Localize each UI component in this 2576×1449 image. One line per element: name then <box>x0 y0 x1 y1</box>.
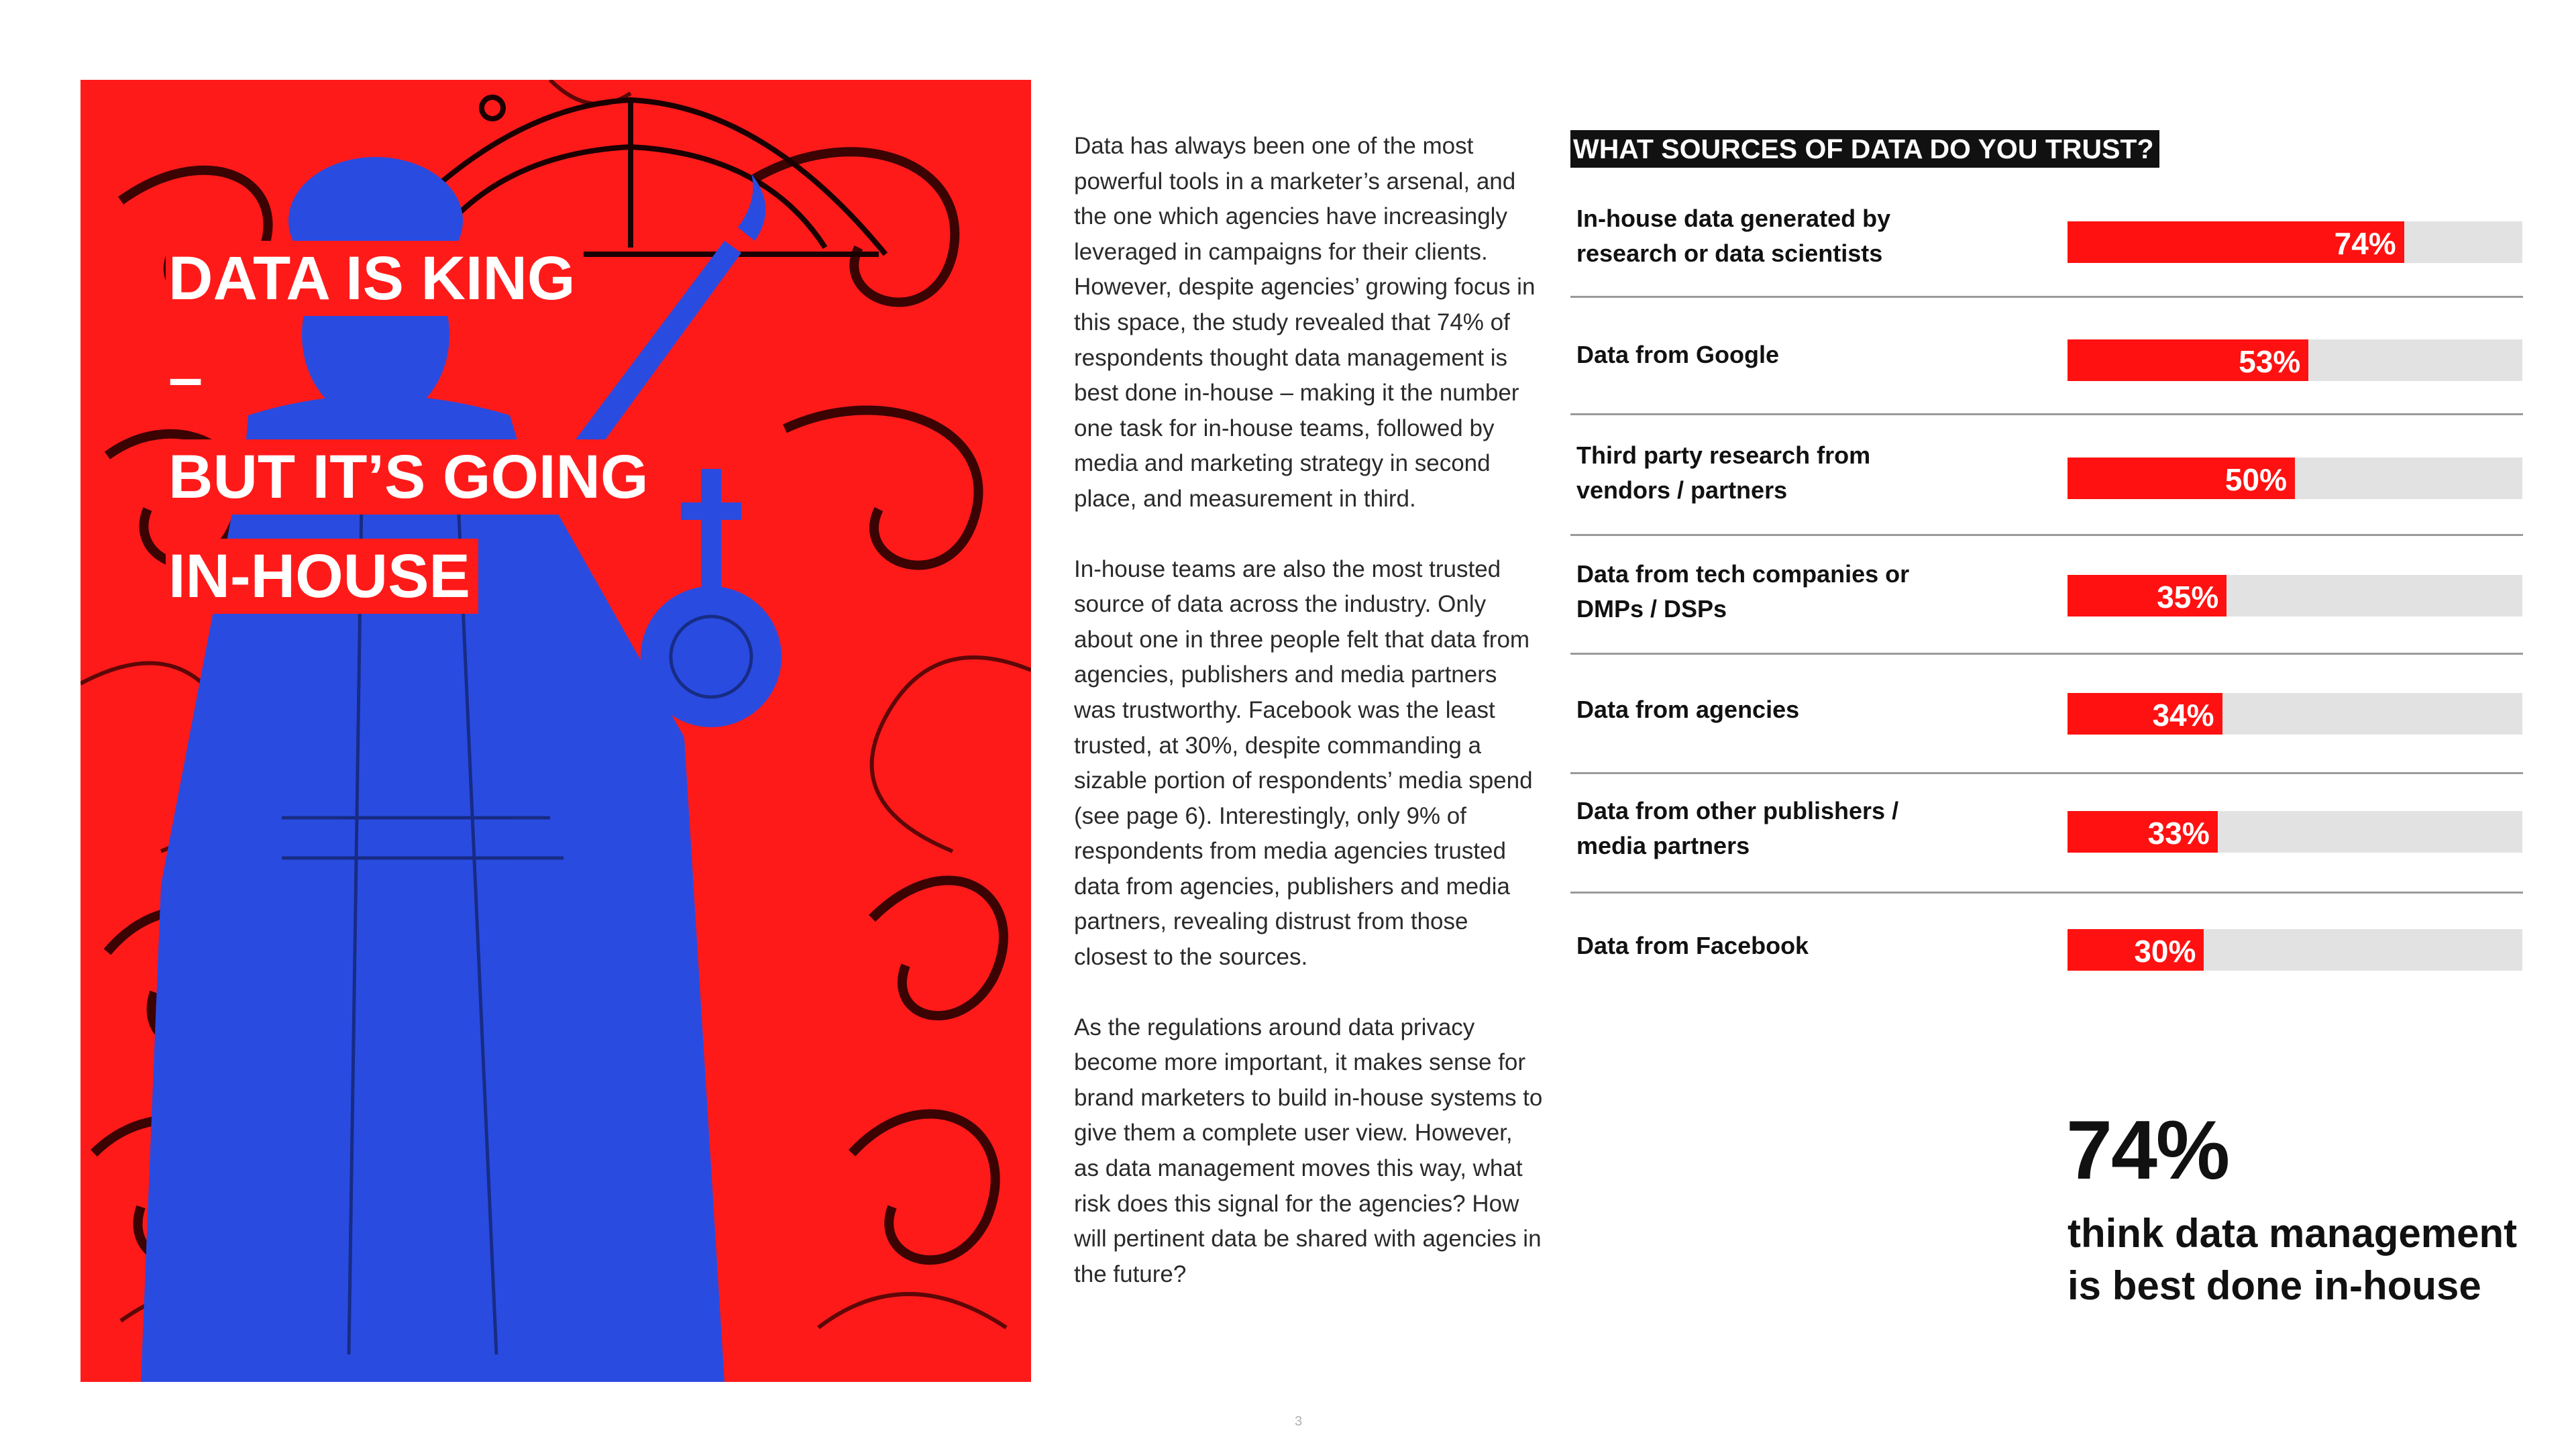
bar-track <box>2068 458 2522 499</box>
bar-category-label: In-house data generated by research or data scientists <box>1576 205 1891 267</box>
bar-track <box>2068 339 2522 381</box>
chart-divider <box>1570 892 2523 894</box>
bar-category-label: Data from other publishers / media partners <box>1576 797 1899 859</box>
bar-category-label: Data from Facebook <box>1576 932 1809 959</box>
bar-track <box>2068 811 2522 853</box>
bar-value-label: 35% <box>2157 580 2219 614</box>
bar-value-label: 34% <box>2152 698 2214 733</box>
bar-track <box>2068 221 2522 263</box>
headline-line-2: – <box>166 340 211 415</box>
chart-divider <box>1570 653 2523 655</box>
bar-category-label: Third party research from vendors / partners <box>1576 441 1871 504</box>
body-text <box>1074 129 1544 1327</box>
bar-category-label: Data from tech companies or DMPs / DSPs <box>1576 560 1910 623</box>
chart-title: WHAT SOURCES OF DATA DO YOU TRUST? <box>1570 130 2159 168</box>
hero-artwork <box>80 80 1031 1382</box>
body-paragraph-3: As the regulations around data privacy become more important, it makes sense for brand marketers to build in-house systems to give them a complete user view. However, as data management moves this way, what risk does this signal for the agencies? How will pertinent data be shared with agencies in the future? <box>1074 1014 1543 1287</box>
chart-divider <box>1570 296 2523 298</box>
chart-divider <box>1570 413 2523 415</box>
headline-line-3: BUT IT’S GOING <box>166 439 657 515</box>
body-paragraph-1: Data has always been one of the most powerful tools in a marketer’s arsenal, and the one which agencies have increasingly leveraged in campaigns for their clients. However, despite agencies’ growing focus in this space, the study revealed that 74% of respondents thought data management is best done in-house – making it the number one task for in-house teams, followed by media and marketing strategy in second place, and measurement in third. <box>1074 133 1536 512</box>
page-number: 3 <box>1295 1414 1303 1429</box>
bar-track <box>2068 575 2522 616</box>
bar-category-label: Data from Google <box>1576 341 1780 368</box>
bar-value-label: 33% <box>2147 816 2210 851</box>
bar-track <box>2068 929 2522 971</box>
chart-divider <box>1570 772 2523 774</box>
bar-value-label: 50% <box>2224 462 2287 497</box>
body-paragraph-2: In-house teams are also the most trusted source of data across the industry. Only about one in three people felt that data from agencies, publishers and media partners was trustworthy. Facebook was the least trusted, at 30%, despite commanding a sizable portion of respondents’ media spend (see page 6). Interestingly, only 9% of respondents from media agencies trusted data from agencies, publishers and media partners, revealing distrust from those closest to the sources. <box>1074 555 1533 971</box>
bar-value-label: 74% <box>2334 226 2396 261</box>
callout-caption: think data management is best done in-house <box>2068 1211 2518 1308</box>
headline-line-4: IN-HOUSE <box>166 539 478 614</box>
bar-value-label: 30% <box>2134 934 2196 969</box>
chart-divider <box>1570 534 2523 536</box>
callout-stat: 74% <box>2066 1104 2229 1197</box>
bar-category-label: Data from agencies <box>1576 696 1800 723</box>
headline-line-1: DATA IS KING <box>166 241 584 316</box>
bar-value-label: 53% <box>2239 344 2301 379</box>
bar-track <box>2068 693 2522 735</box>
